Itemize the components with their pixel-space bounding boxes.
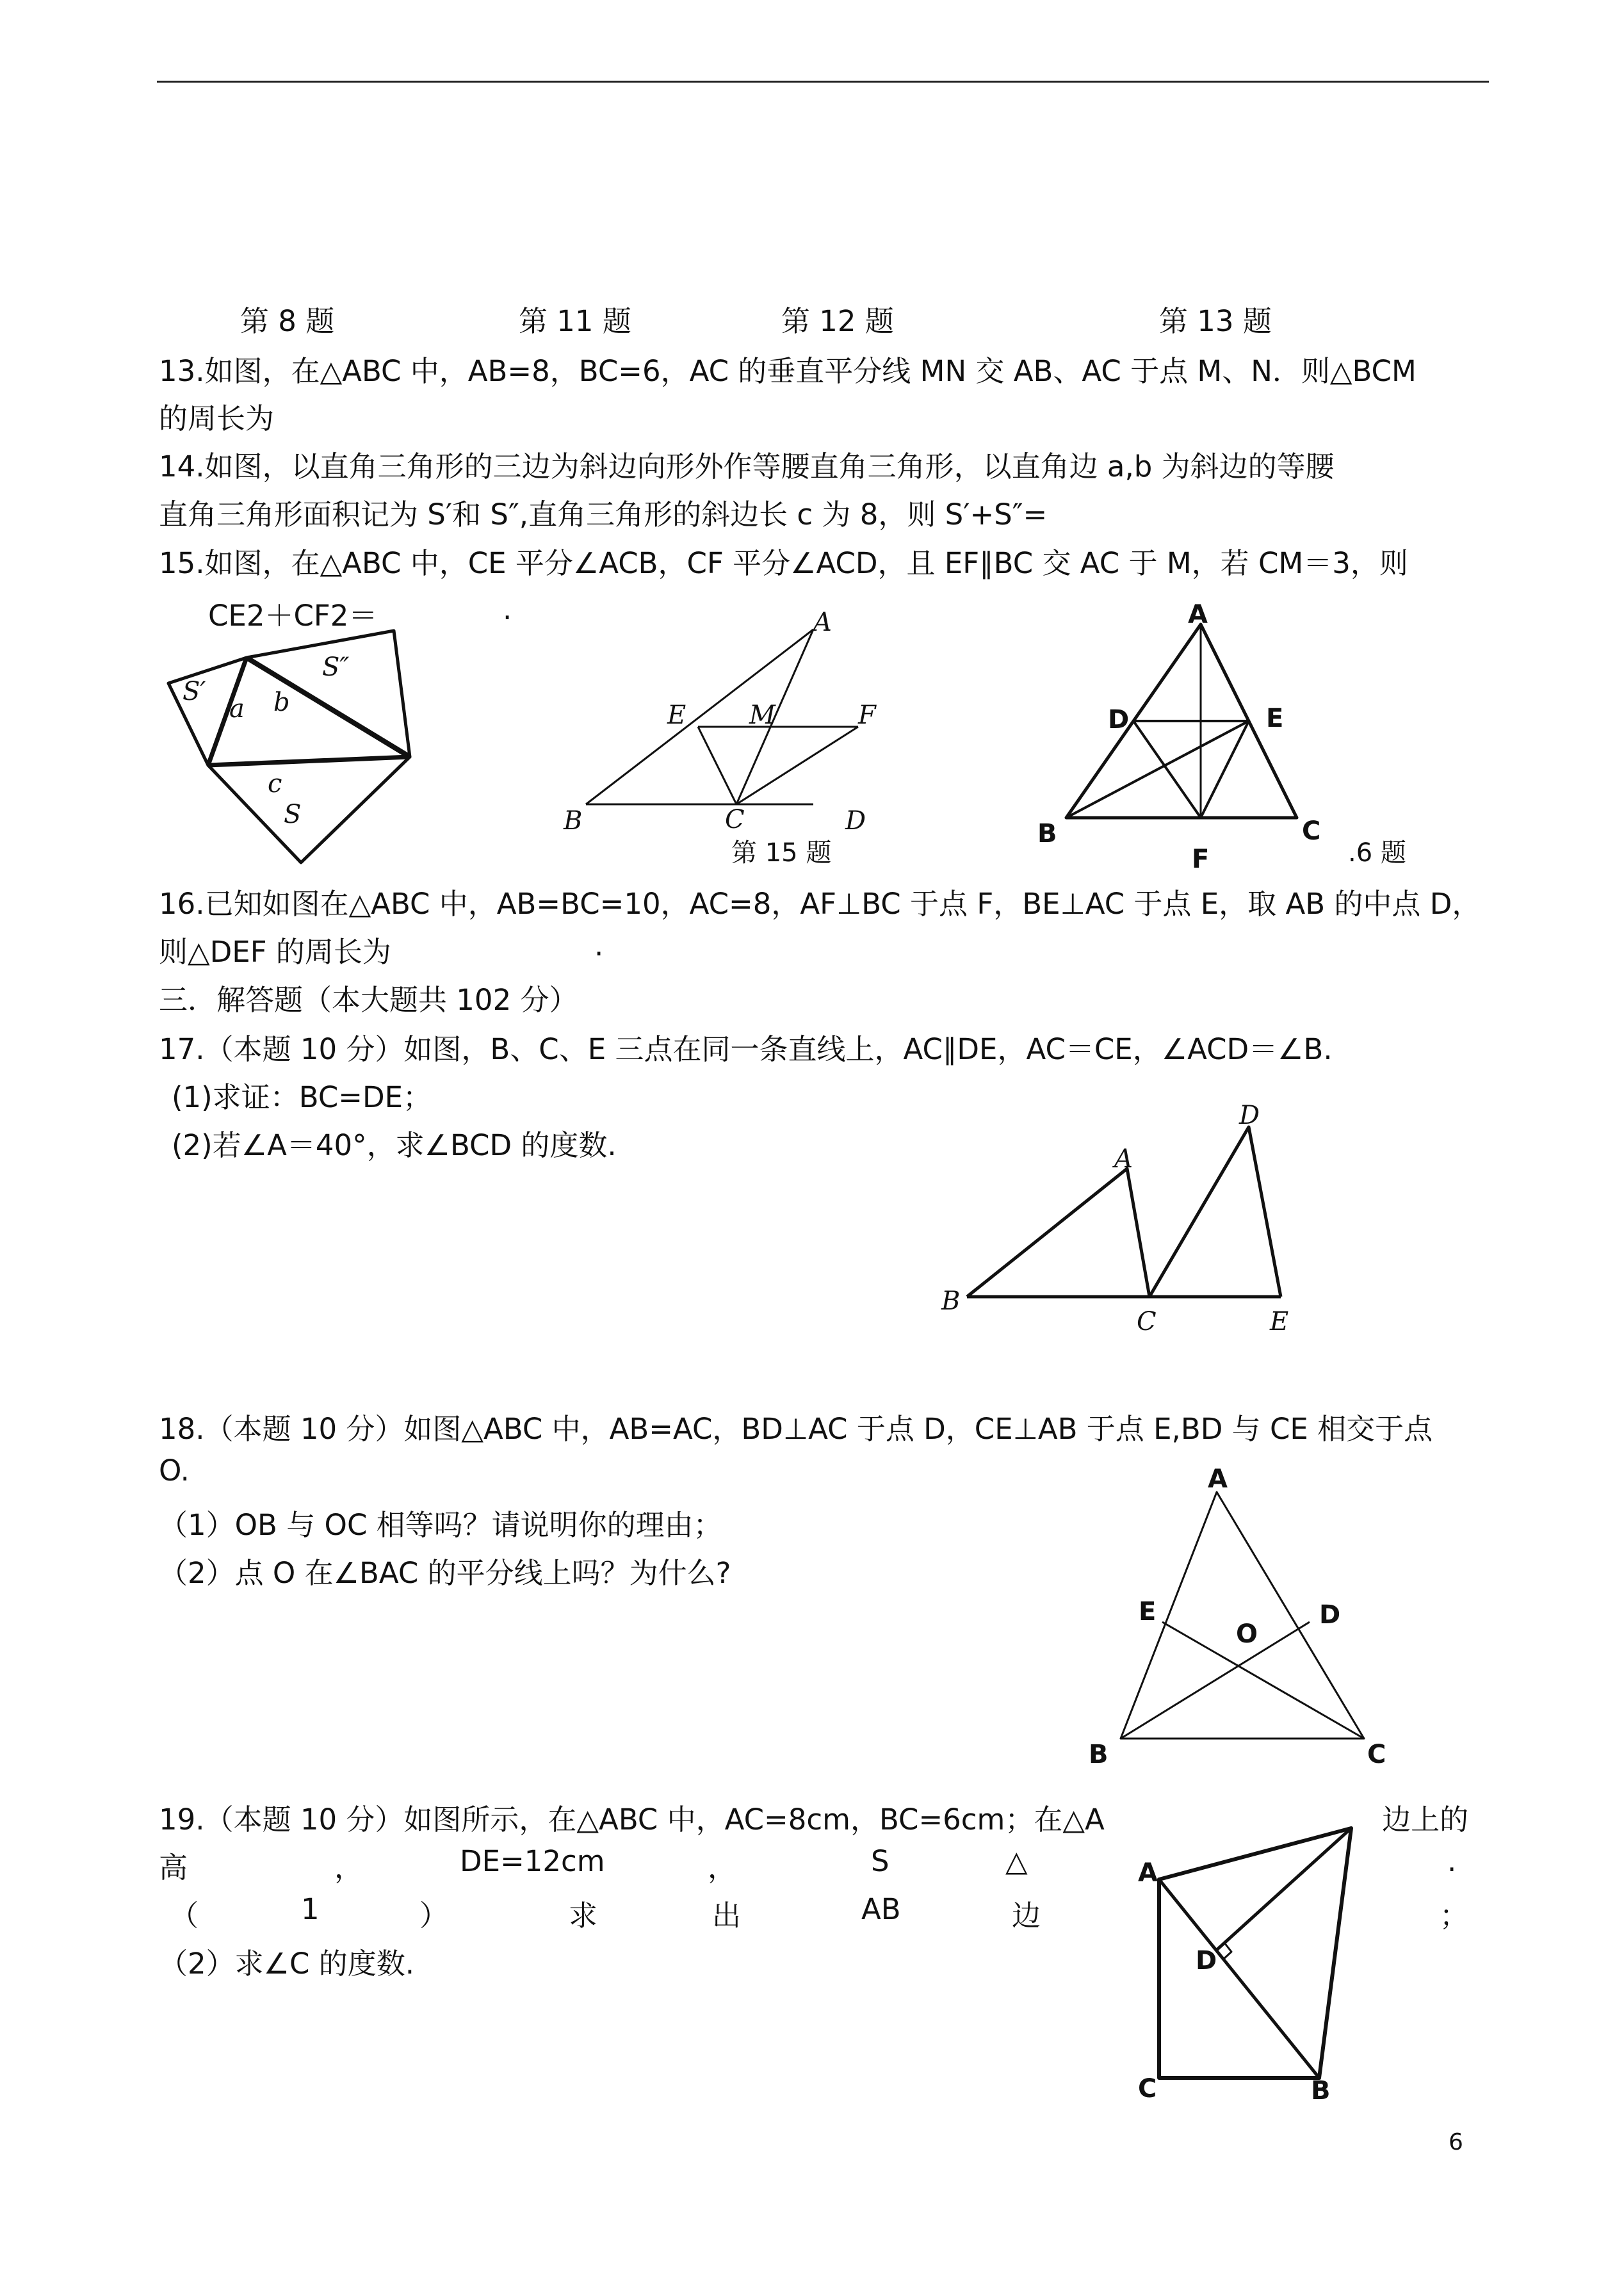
fig15-line-cf xyxy=(736,727,858,804)
fig16-label-a: A xyxy=(1188,600,1208,629)
section-3-heading: 三．解答题（本大题共 102 分） xyxy=(159,983,578,1017)
fig16-label-f: F xyxy=(1192,845,1210,874)
q15-line2-end: . xyxy=(503,592,512,626)
fig14-label-s2: S″ xyxy=(322,653,350,682)
fig18-label-d: D xyxy=(1319,1600,1341,1630)
q16-line2-end: . xyxy=(594,929,604,962)
caption-q13: 第 13 题 xyxy=(1159,304,1272,338)
q19-line2-comma1: ， xyxy=(334,1851,364,1885)
fig17-label-c: C xyxy=(1137,1307,1157,1336)
q15-line2-lead: CE2＋CF2＝ xyxy=(208,599,378,633)
fig18-label-e: E xyxy=(1139,1597,1157,1626)
fig18-label-a: A xyxy=(1208,1464,1228,1494)
fig17-triangle-abc xyxy=(967,1169,1149,1297)
q14-line1: 14.如图，以直角三角形的三边为斜边向形外作等腰直角三角形，以直角边 a,b 为斜边的等腰 xyxy=(159,450,1335,483)
fig19-right-angle-mark xyxy=(1224,1943,1231,1959)
fig16-line-ef xyxy=(1201,721,1249,818)
fig15-label-c: C xyxy=(725,805,745,834)
fig17-label-e: E xyxy=(1270,1307,1289,1336)
fig15-label-a: A xyxy=(813,608,832,637)
q17-part2: (2)若∠A＝40°，求∠BCD 的度数. xyxy=(172,1128,617,1162)
q15-line1: 15.如图，在△ABC 中，CE 平分∠ACB，CF 平分∠ACD，且 EF∥BC 交 AC 于 M，若 CM＝3，则 xyxy=(159,546,1408,580)
q19-line2-triangle: △ xyxy=(1005,1844,1028,1878)
caption-q15: 第 15 题 xyxy=(731,838,832,868)
fig17-label-b: B xyxy=(941,1286,961,1316)
fig14-label-s: S xyxy=(284,800,302,829)
fig16-label-e: E xyxy=(1266,704,1284,733)
q19-line2-period: . xyxy=(1447,1844,1457,1878)
figure-q15 xyxy=(557,605,890,836)
figure-q19 xyxy=(1124,1806,1380,2105)
q13-line1: 13.如图，在△ABC 中，AB=8，BC=6，AC 的垂直平分线 MN 交 AB、AC 于点 M、N．则△BCM xyxy=(159,354,1417,388)
q18-line1b: O. xyxy=(159,1454,190,1488)
fig15-label-f: F xyxy=(858,701,876,730)
q19-line2-gao: 高 xyxy=(159,1851,188,1885)
q19-line2-s: S xyxy=(871,1844,889,1878)
q19-line3-chu: 出 xyxy=(712,1899,742,1933)
fig14-s-triangle xyxy=(208,757,410,863)
q19-line3-paren-open: （ xyxy=(170,1899,199,1933)
q19-line2-de: DE=12cm xyxy=(460,1844,605,1878)
q19-line1-end: B 边上的 xyxy=(1353,1803,1469,1837)
fig16-line-df xyxy=(1133,721,1201,818)
fig16-label-b: B xyxy=(1037,819,1057,848)
q13-line2: 的周长为 xyxy=(159,401,275,435)
fig16-label-c: C xyxy=(1302,816,1321,846)
q16-line1: 16.已知如图在△ABC 中，AB=BC=10，AC=8，AF⊥BC 于点 F，BE⊥AC 于点 E，取 AB 的中点 D， xyxy=(159,887,1481,921)
q17-part1: (1)求证：BC=DE； xyxy=(172,1080,432,1114)
fig14-label-c: c xyxy=(268,769,282,799)
fig16-line-be xyxy=(1066,721,1249,818)
fig14-label-s1: S′ xyxy=(183,677,206,706)
q16-line2-lead: 则△DEF 的周长为 xyxy=(159,935,391,969)
caption-q16: .6 题 xyxy=(1348,838,1406,868)
fig14-label-b: b xyxy=(273,688,290,717)
q19-part2: （2）求∠C 的度数. xyxy=(159,1947,415,1981)
fig19-label-a: A xyxy=(1138,1858,1158,1888)
q19-line3-bian: 边 xyxy=(1012,1899,1041,1933)
q17-line1: 17.（本题 10 分）如图，B、C、E 三点在同一条直线上，AC∥DE，AC＝CE，∠ACD＝∠B. xyxy=(159,1032,1333,1066)
q19-line3-semicolon: ； xyxy=(1440,1899,1469,1933)
fig15-label-d: D xyxy=(845,806,866,836)
fig17-label-d: D xyxy=(1239,1101,1260,1130)
figure-q14 xyxy=(163,624,426,871)
fig15-label-m: M xyxy=(749,701,775,730)
fig15-line-ec xyxy=(698,727,736,804)
fig15-label-b: B xyxy=(564,806,583,836)
q19-line3-ab: AB xyxy=(861,1892,901,1926)
q18-line1: 18.（本题 10 分）如图△ABC 中，AB=AC，BD⊥AC 于点 D，CE⊥AB 于点 E,BD 与 CE 相交于点 xyxy=(159,1412,1433,1446)
q19-line2-comma2: ， xyxy=(708,1851,737,1885)
page-number: 6 xyxy=(1449,2129,1463,2155)
q19-line3-qiu: 求 xyxy=(569,1899,598,1933)
figure-q18 xyxy=(1082,1463,1409,1771)
fig19-label-c: C xyxy=(1138,2074,1157,2104)
q19-line3-paren-close: ） xyxy=(419,1899,449,1933)
fig15-label-e: E xyxy=(667,701,686,730)
q19-line3-num: 1 xyxy=(301,1892,320,1926)
fig18-label-b: B xyxy=(1089,1740,1108,1769)
header-rule xyxy=(157,81,1489,83)
q19-line1-lead: 19.（本题 10 分）如图所示，在△ABC 中，AC=8cm，BC=6cm；在△A xyxy=(159,1803,1105,1837)
fig14-label-a: a xyxy=(229,694,245,724)
caption-q12: 第 12 题 xyxy=(781,304,894,338)
caption-q8: 第 8 题 xyxy=(240,304,335,338)
fig18-line-ce xyxy=(1162,1622,1364,1739)
q14-line2: 直角三角形面积记为 S′和 S″,直角三角形的斜边长 c 为 8，则 S′+S″= xyxy=(159,498,1048,531)
caption-q11: 第 11 题 xyxy=(519,304,631,338)
fig18-label-c: C xyxy=(1367,1740,1386,1769)
fig18-line-bd xyxy=(1121,1622,1310,1739)
fig17-label-a: A xyxy=(1114,1144,1133,1174)
fig17-triangle-dce xyxy=(1149,1127,1281,1297)
fig19-quadrilateral xyxy=(1159,1828,1351,2078)
fig19-label-b: B xyxy=(1311,2076,1331,2105)
q18-part1: （1）OB 与 OC 相等吗？请说明你的理由； xyxy=(159,1508,722,1542)
figure-q16 xyxy=(1028,600,1342,874)
fig19-label-d: D xyxy=(1196,1946,1217,1975)
fig19-line-ab xyxy=(1159,1879,1319,2078)
fig18-label-o: O xyxy=(1236,1619,1258,1649)
figure-q17 xyxy=(941,1098,1300,1342)
fig16-label-d: D xyxy=(1108,705,1130,734)
q18-part2: （2）点 O 在∠BAC 的平分线上吗？为什么? xyxy=(159,1556,731,1590)
